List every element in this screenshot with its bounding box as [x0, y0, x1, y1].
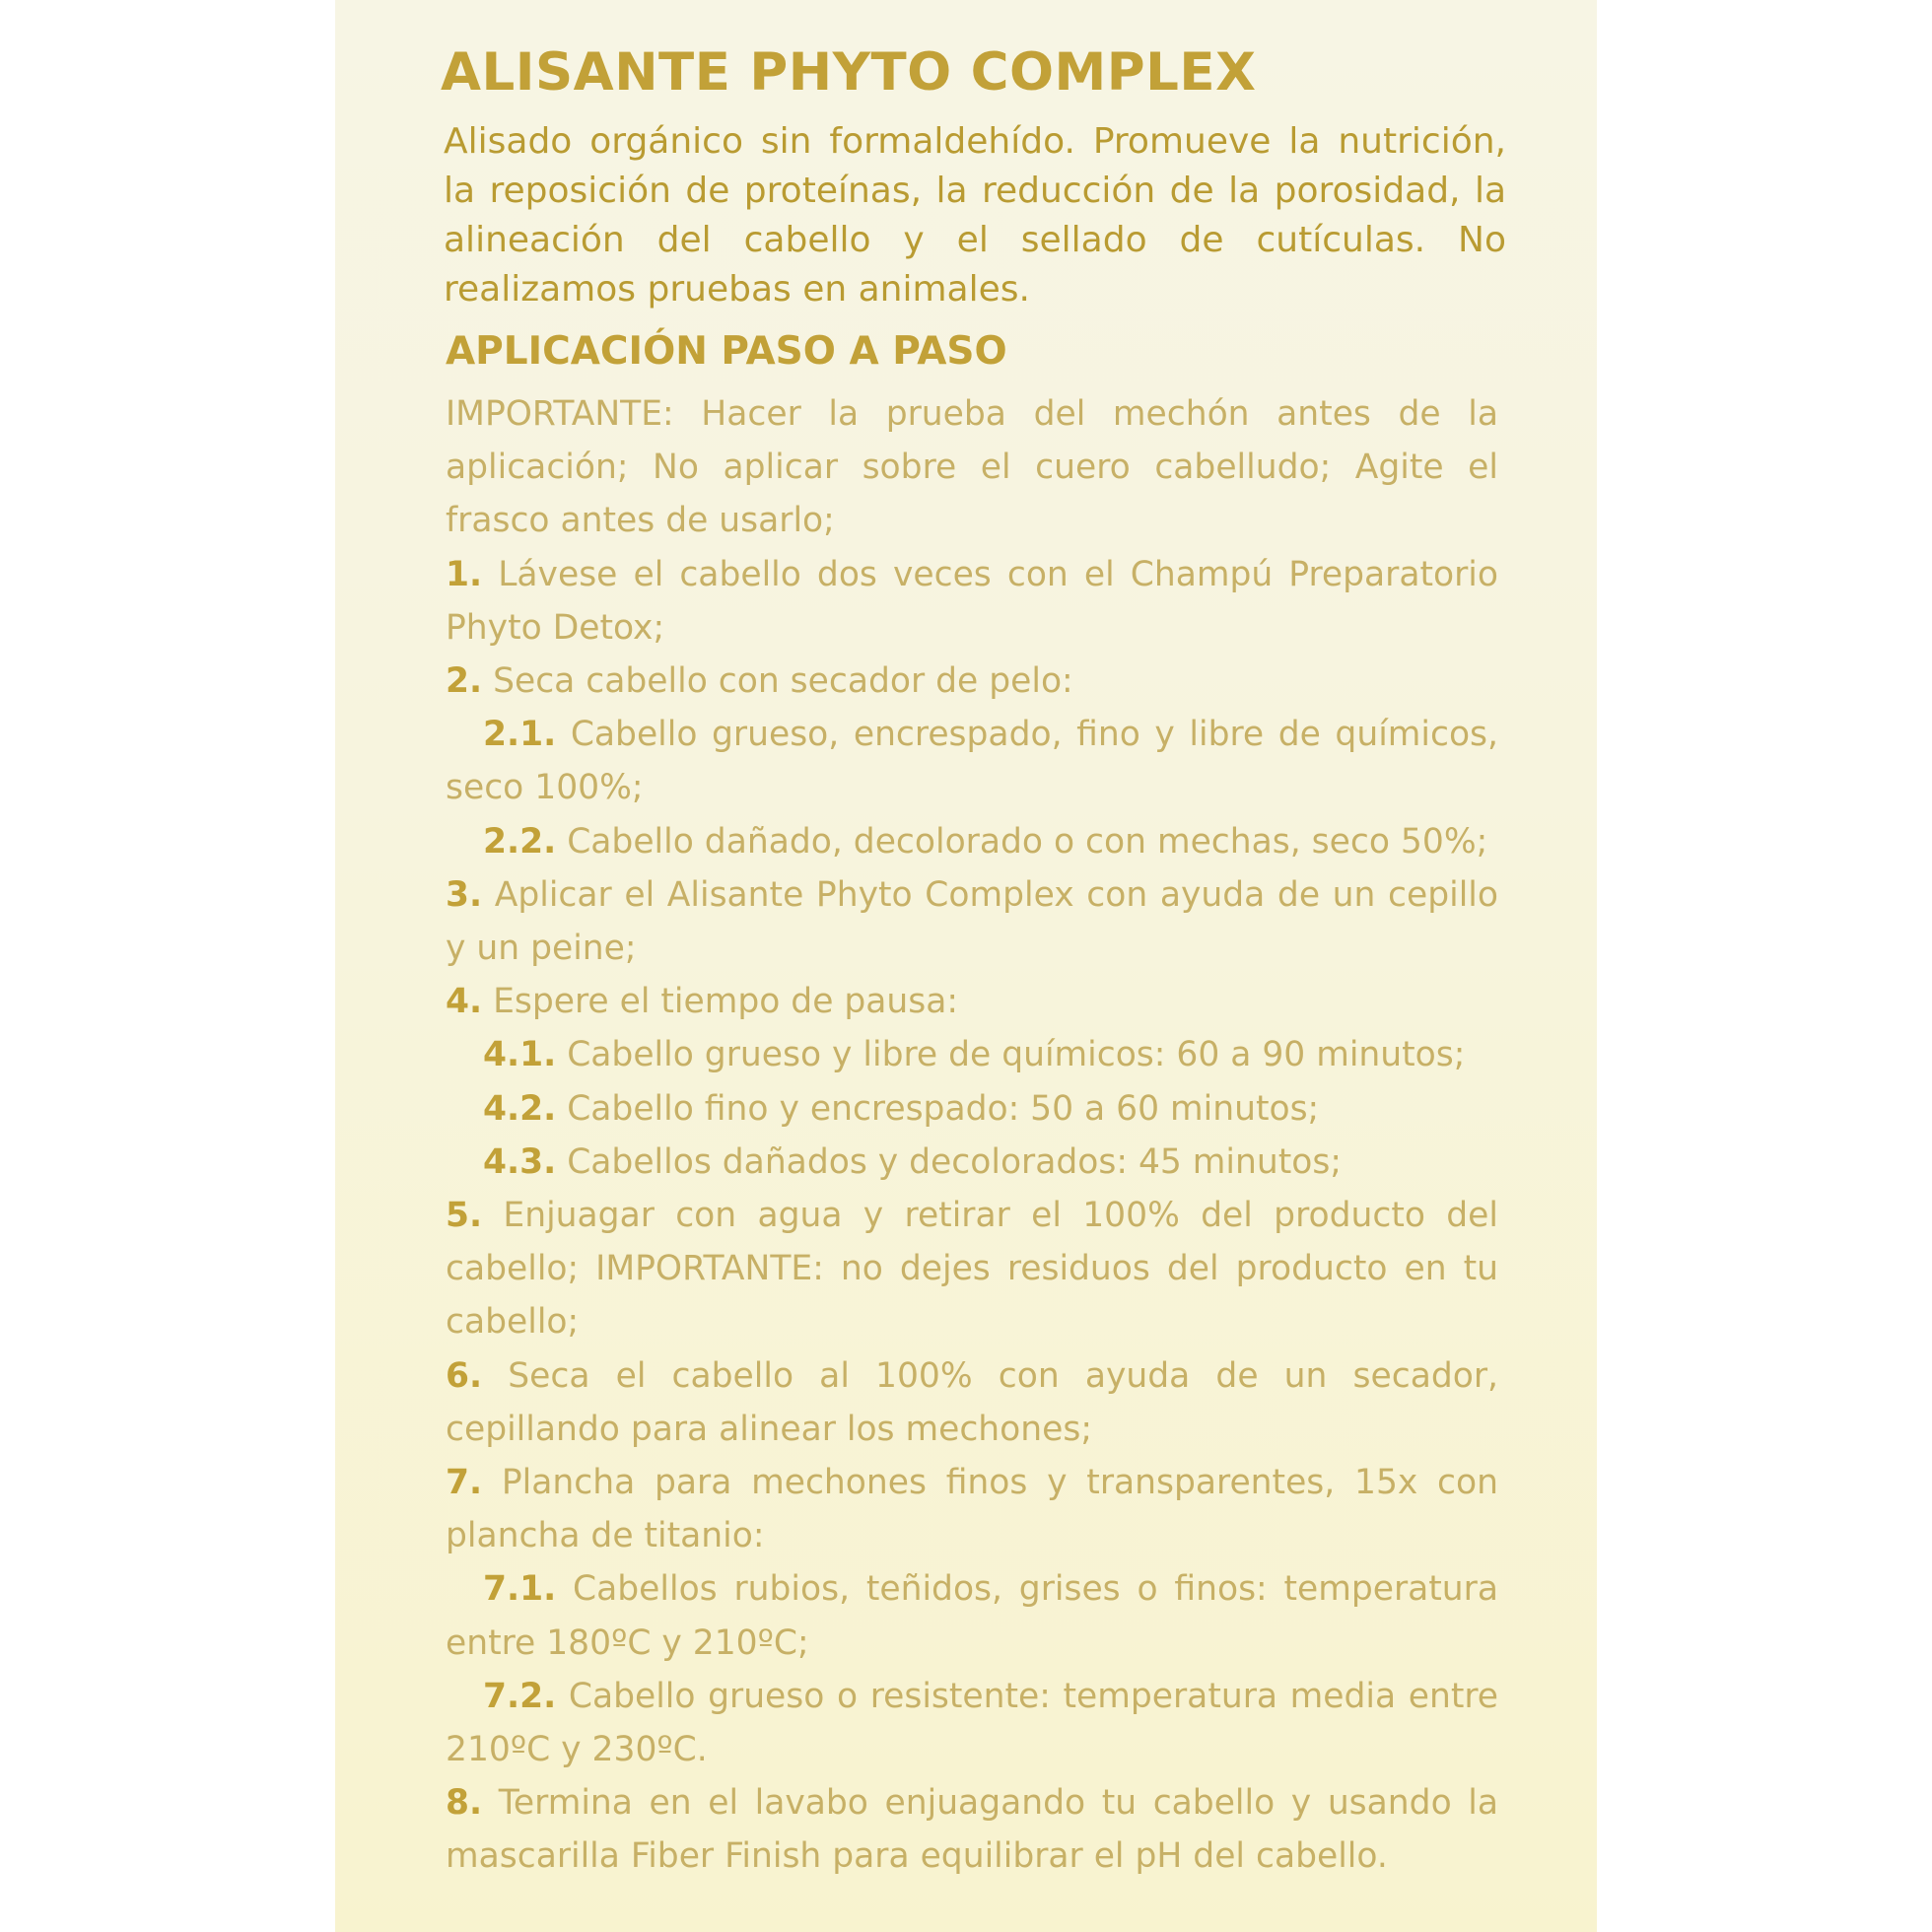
step-number: 7.2. [483, 1676, 557, 1716]
page-title: ALISANTE PHYTO COMPLEX [441, 42, 1257, 103]
step-text: Cabello grueso o resistente: temperatura media entre 210ºC y 230ºC. [446, 1676, 1498, 1770]
step-number: 5. [446, 1196, 483, 1236]
step-7 [446, 1456, 1498, 1562]
step-4 [446, 975, 1498, 1028]
step-8 [446, 1776, 1498, 1883]
steps-list [446, 387, 1498, 1884]
step-number: 4.1. [483, 1035, 557, 1075]
step-text: Cabellos rubios, teñidos, grises o finos: temperatura entre 180ºC y 210ºC; [446, 1569, 1498, 1663]
step-number: 4. [446, 982, 483, 1022]
step-text: Espere el tiempo de pausa: [482, 982, 959, 1022]
important-note: IMPORTANTE: Hacer la prueba del mechón antes de la aplicación; No aplicar sobre el cuero cabelludo; Agite el frasco antes de usarlo; [446, 394, 1498, 541]
step-number: 3. [446, 874, 483, 915]
step-text: Seca el cabello al 100% con ayuda de un secador, cepillando para alinear los mechones; [446, 1355, 1498, 1449]
step-text: Cabello dañado, decolorado o con mechas, seco 50%; [556, 821, 1488, 862]
step-text: Termina en el lavabo enjuagando tu cabello y usando la mascarilla Fiber Finish para equilibrar el pH del cabello. [446, 1783, 1498, 1877]
step-6 [446, 1349, 1498, 1456]
step-number: 4.2. [483, 1088, 557, 1129]
step-number: 2.2. [483, 821, 557, 862]
step-number: 7. [446, 1463, 483, 1503]
step-text: Cabello grueso, encrespado, fino y libre de químicos, seco 100%; [446, 715, 1498, 808]
step-number: 4.3. [483, 1141, 557, 1182]
document-panel [335, 0, 1597, 1932]
step-4-1 [446, 1028, 1498, 1081]
step-text: Cabello fino y encrespado: 50 a 60 minutos; [556, 1088, 1320, 1129]
step-number: 2. [446, 661, 483, 702]
step-2-2 [446, 815, 1498, 868]
step-text: Plancha para mechones finos y transparentes, 15x con plancha de titanio: [446, 1463, 1498, 1556]
step-2-1 [446, 708, 1498, 814]
step-2 [446, 655, 1498, 708]
step-7-2 [446, 1670, 1498, 1776]
step-5 [446, 1189, 1498, 1349]
step-text: Lávese el cabello dos veces con el Champú Preparatorio Phyto Detox; [446, 554, 1498, 648]
step-text: Cabello grueso y libre de químicos: 60 a 90 minutos; [556, 1035, 1466, 1075]
section-heading: APLICACIÓN PASO A PASO [446, 329, 1007, 374]
step-4-2 [446, 1082, 1498, 1136]
step-number: 7.1. [483, 1569, 557, 1610]
step-number: 6. [446, 1355, 483, 1396]
step-text: Cabellos dañados y decolorados: 45 minutos; [556, 1141, 1342, 1182]
step-1 [446, 548, 1498, 655]
step-text: Aplicar el Alisante Phyto Complex con ayuda de un cepillo y un peine; [446, 874, 1498, 969]
step-text: Enjuagar con agua y retirar el 100% del producto del cabello; IMPORTANTE: no dejes residuos del producto en tu cabello; [446, 1196, 1498, 1343]
intro-paragraph: Alisado orgánico sin formaldehído. Promueve la nutrición, la reposición de proteínas, la reducción de la porosidad, la alineación del cabello y el sellado de cutículas. No realizamos pruebas en animales. [444, 121, 1506, 310]
step-3 [446, 868, 1498, 975]
step-number: 2.1. [483, 715, 557, 755]
step-number: 8. [446, 1783, 483, 1824]
step-7-1 [446, 1562, 1498, 1669]
step-4-3 [446, 1136, 1498, 1189]
step-text: Seca cabello con secador de pelo: [482, 661, 1073, 702]
step-number: 1. [446, 554, 483, 594]
